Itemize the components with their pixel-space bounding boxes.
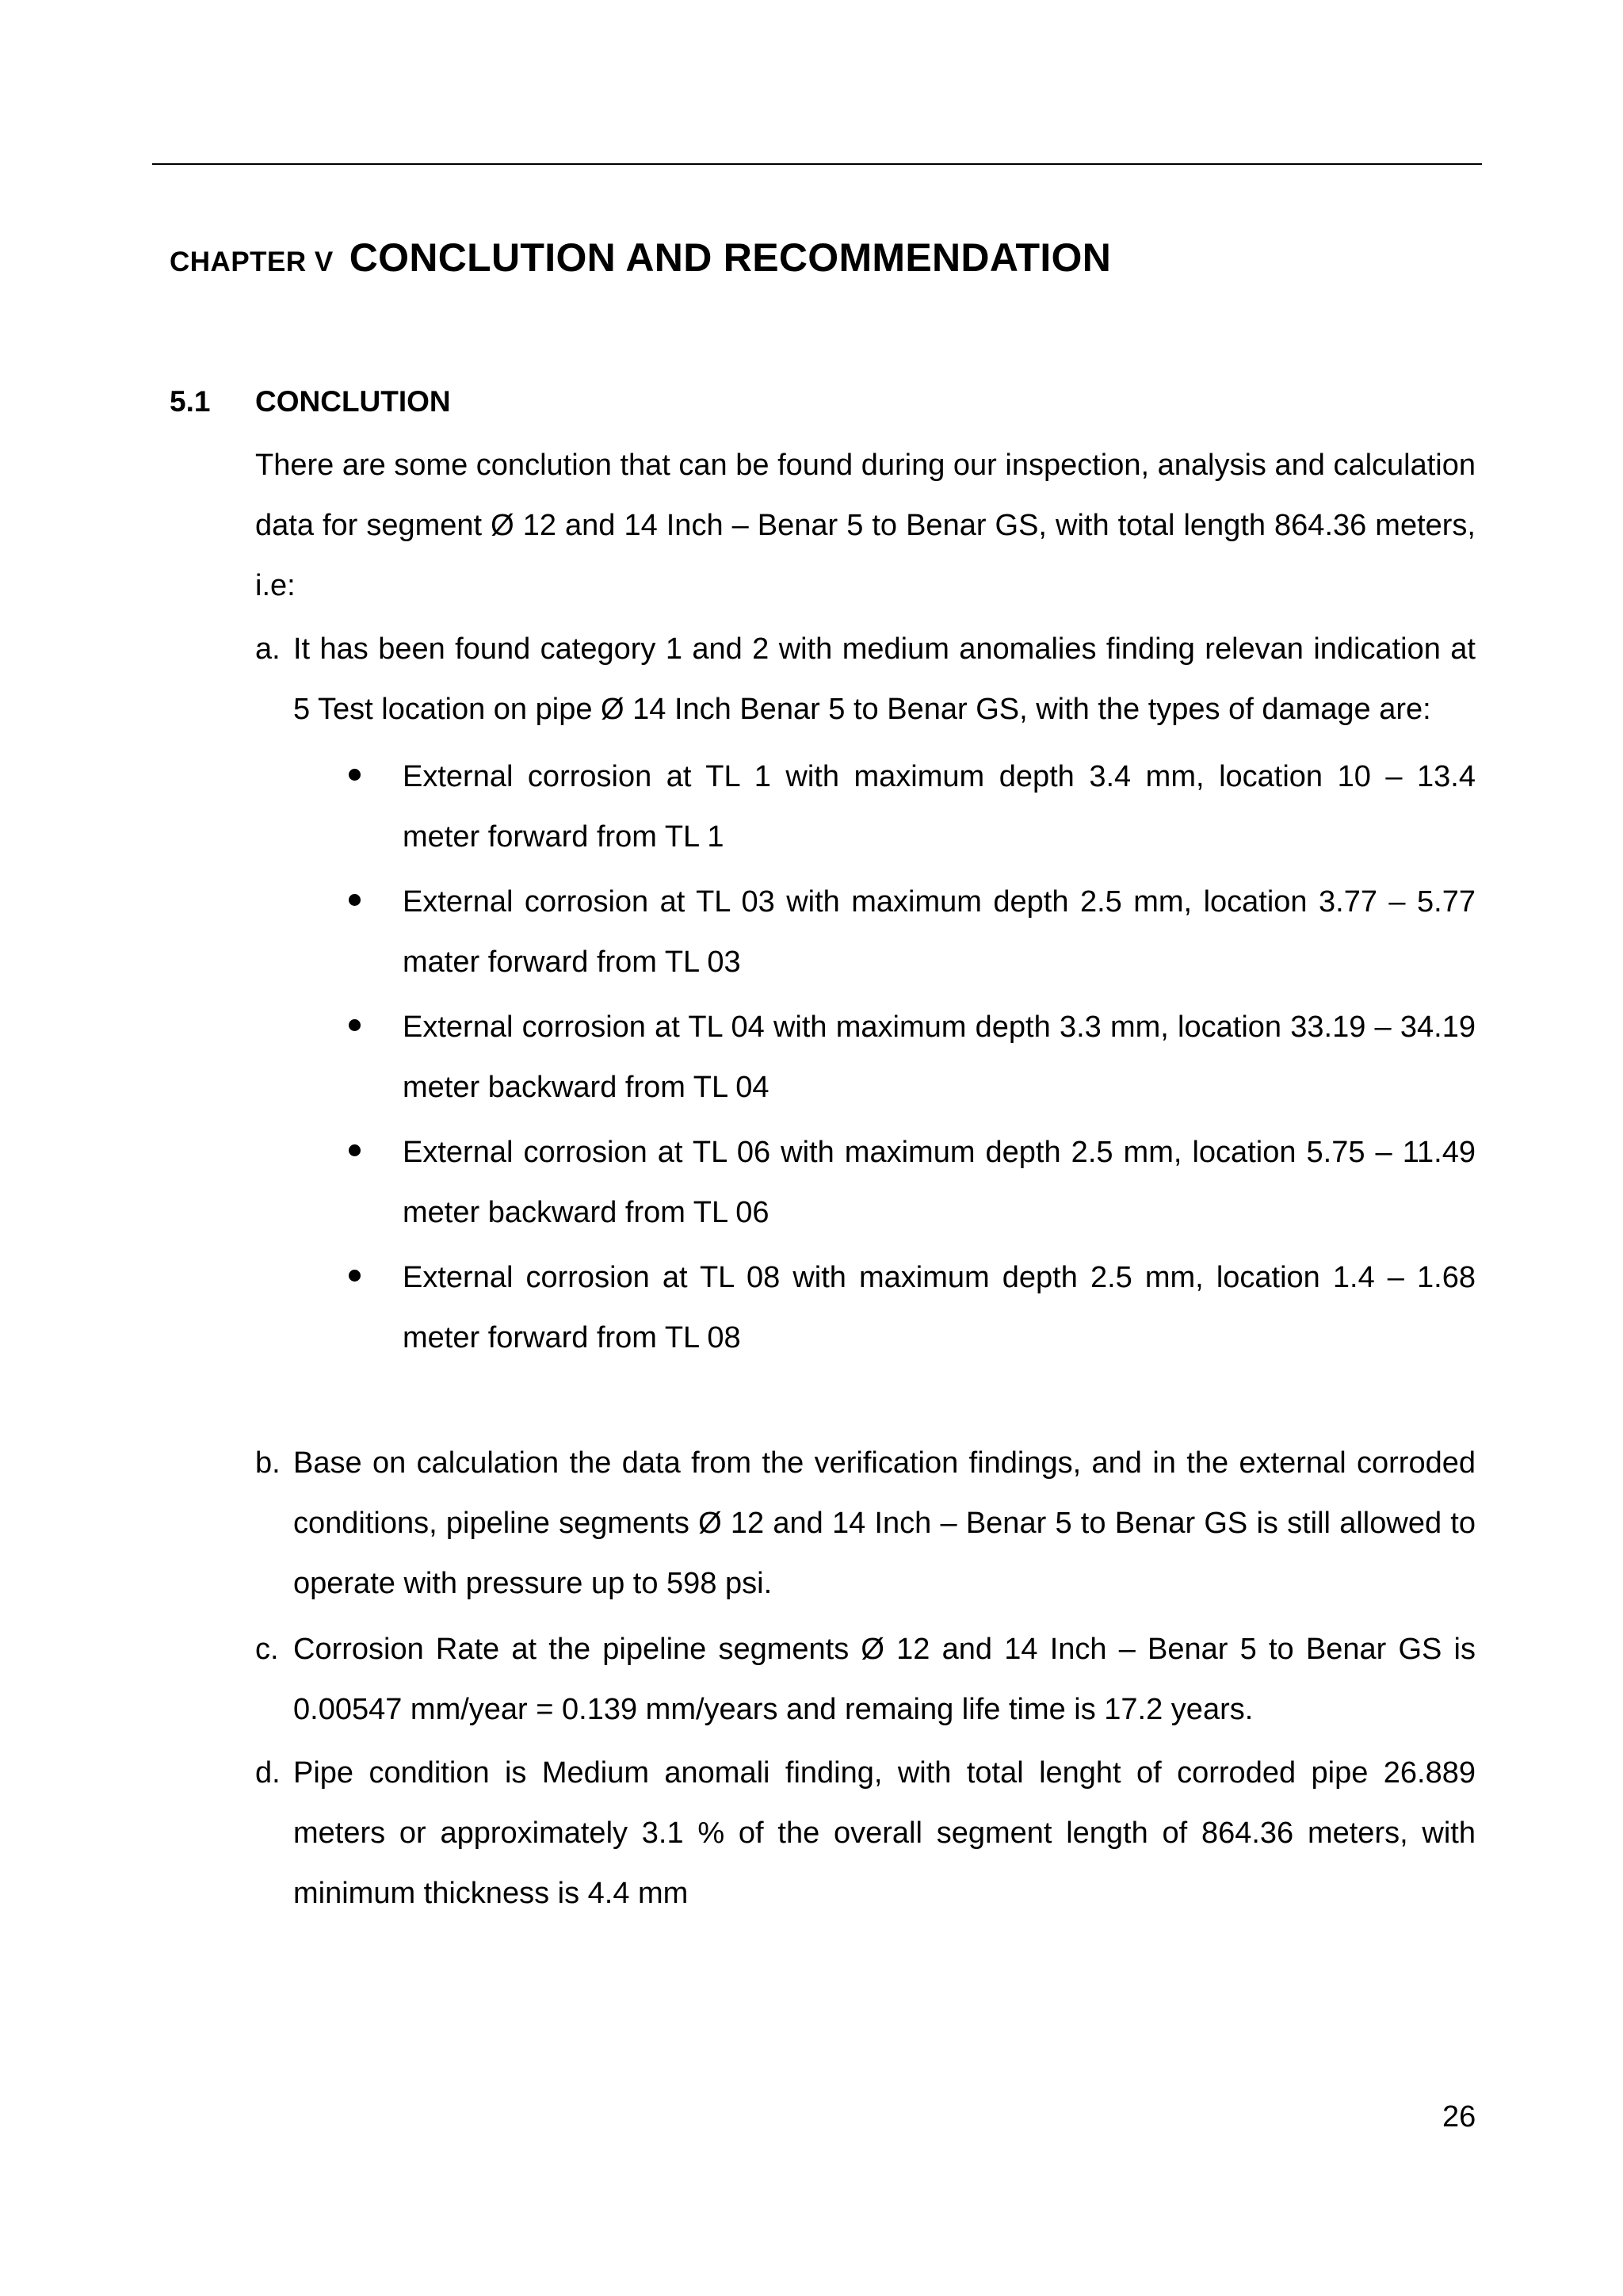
- damage-type-item: [349, 747, 1476, 867]
- chapter-heading: [170, 235, 1111, 281]
- list-item-d: [255, 1743, 1476, 1924]
- damage-types-list: [349, 747, 1476, 1373]
- chapter-title: CONCLUTION AND RECOMMENDATION: [349, 235, 1112, 280]
- chapter-label: CHAPTER V: [170, 246, 334, 277]
- bullet-icon: [349, 1270, 361, 1282]
- damage-type-item: [349, 1247, 1476, 1368]
- damage-type-item: [349, 1122, 1476, 1243]
- list-marker: d.: [255, 1756, 281, 1790]
- list-marker: a.: [255, 632, 281, 666]
- bullet-icon: [349, 1019, 361, 1031]
- list-item-text: Corrosion Rate at the pipeline segments Ø 12 and 14 Inch – Benar 5 to Benar GS is 0.00547 mm/year = 0.139 mm/years and remaing life time is 17.2 years.: [293, 1633, 1476, 1726]
- section-heading: [170, 385, 451, 418]
- page-number: 26: [1442, 2100, 1476, 2134]
- header-rule: [152, 163, 1482, 165]
- damage-type-text: External corrosion at TL 03 with maximum depth 2.5 mm, location 3.77 – 5.77 mater forward from TL 03: [403, 885, 1476, 979]
- damage-type-text: External corrosion at TL 06 with maximum depth 2.5 mm, location 5.75 – 11.49 meter backward from TL 06: [403, 1136, 1476, 1229]
- damage-type-text: External corrosion at TL 04 with maximum depth 3.3 mm, location 33.19 – 34.19 meter backward from TL 04: [403, 1010, 1476, 1104]
- damage-type-item: [349, 997, 1476, 1117]
- list-item-b: [255, 1433, 1476, 1614]
- damage-type-item: [349, 872, 1476, 992]
- list-item-a: [255, 619, 1476, 739]
- list-item-text: Base on calculation the data from the verification findings, and in the external corroded conditions, pipeline segments Ø 12 and 14 Inch – Benar 5 to Benar GS is still allowed to operate with pressure up to 598 psi.: [293, 1446, 1476, 1600]
- bullet-icon: [349, 769, 361, 781]
- list-marker: b.: [255, 1446, 281, 1480]
- damage-type-text: External corrosion at TL 1 with maximum depth 3.4 mm, location 10 – 13.4 meter forward from TL 1: [403, 760, 1476, 854]
- list-item-text: It has been found category 1 and 2 with medium anomalies finding relevan indication at 5 Test location on pipe Ø 14 Inch Benar 5 to Benar GS, with the types of damage are:: [293, 632, 1476, 726]
- section-number: 5.1: [170, 385, 211, 418]
- section-intro: There are some conclution that can be found during our inspection, analysis and calculation data for segment Ø 12 and 14 Inch – Benar 5 to Benar GS, with total length 864.36 meters, i.e:: [255, 449, 1476, 602]
- section-title: CONCLUTION: [255, 385, 451, 418]
- list-marker: c.: [255, 1633, 279, 1666]
- list-item-text: Pipe condition is Medium anomali finding, with total lenght of corroded pipe 26.889 meters or approximately 3.1 % of the overall segment length of 864.36 meters, with minimum thickness is 4.4 mm: [293, 1756, 1476, 1910]
- bullet-icon: [349, 894, 361, 906]
- damage-type-text: External corrosion at TL 08 with maximum depth 2.5 mm, location 1.4 – 1.68 meter forward from TL 08: [403, 1261, 1476, 1354]
- list-item-c: [255, 1619, 1476, 1740]
- bullet-icon: [349, 1144, 361, 1156]
